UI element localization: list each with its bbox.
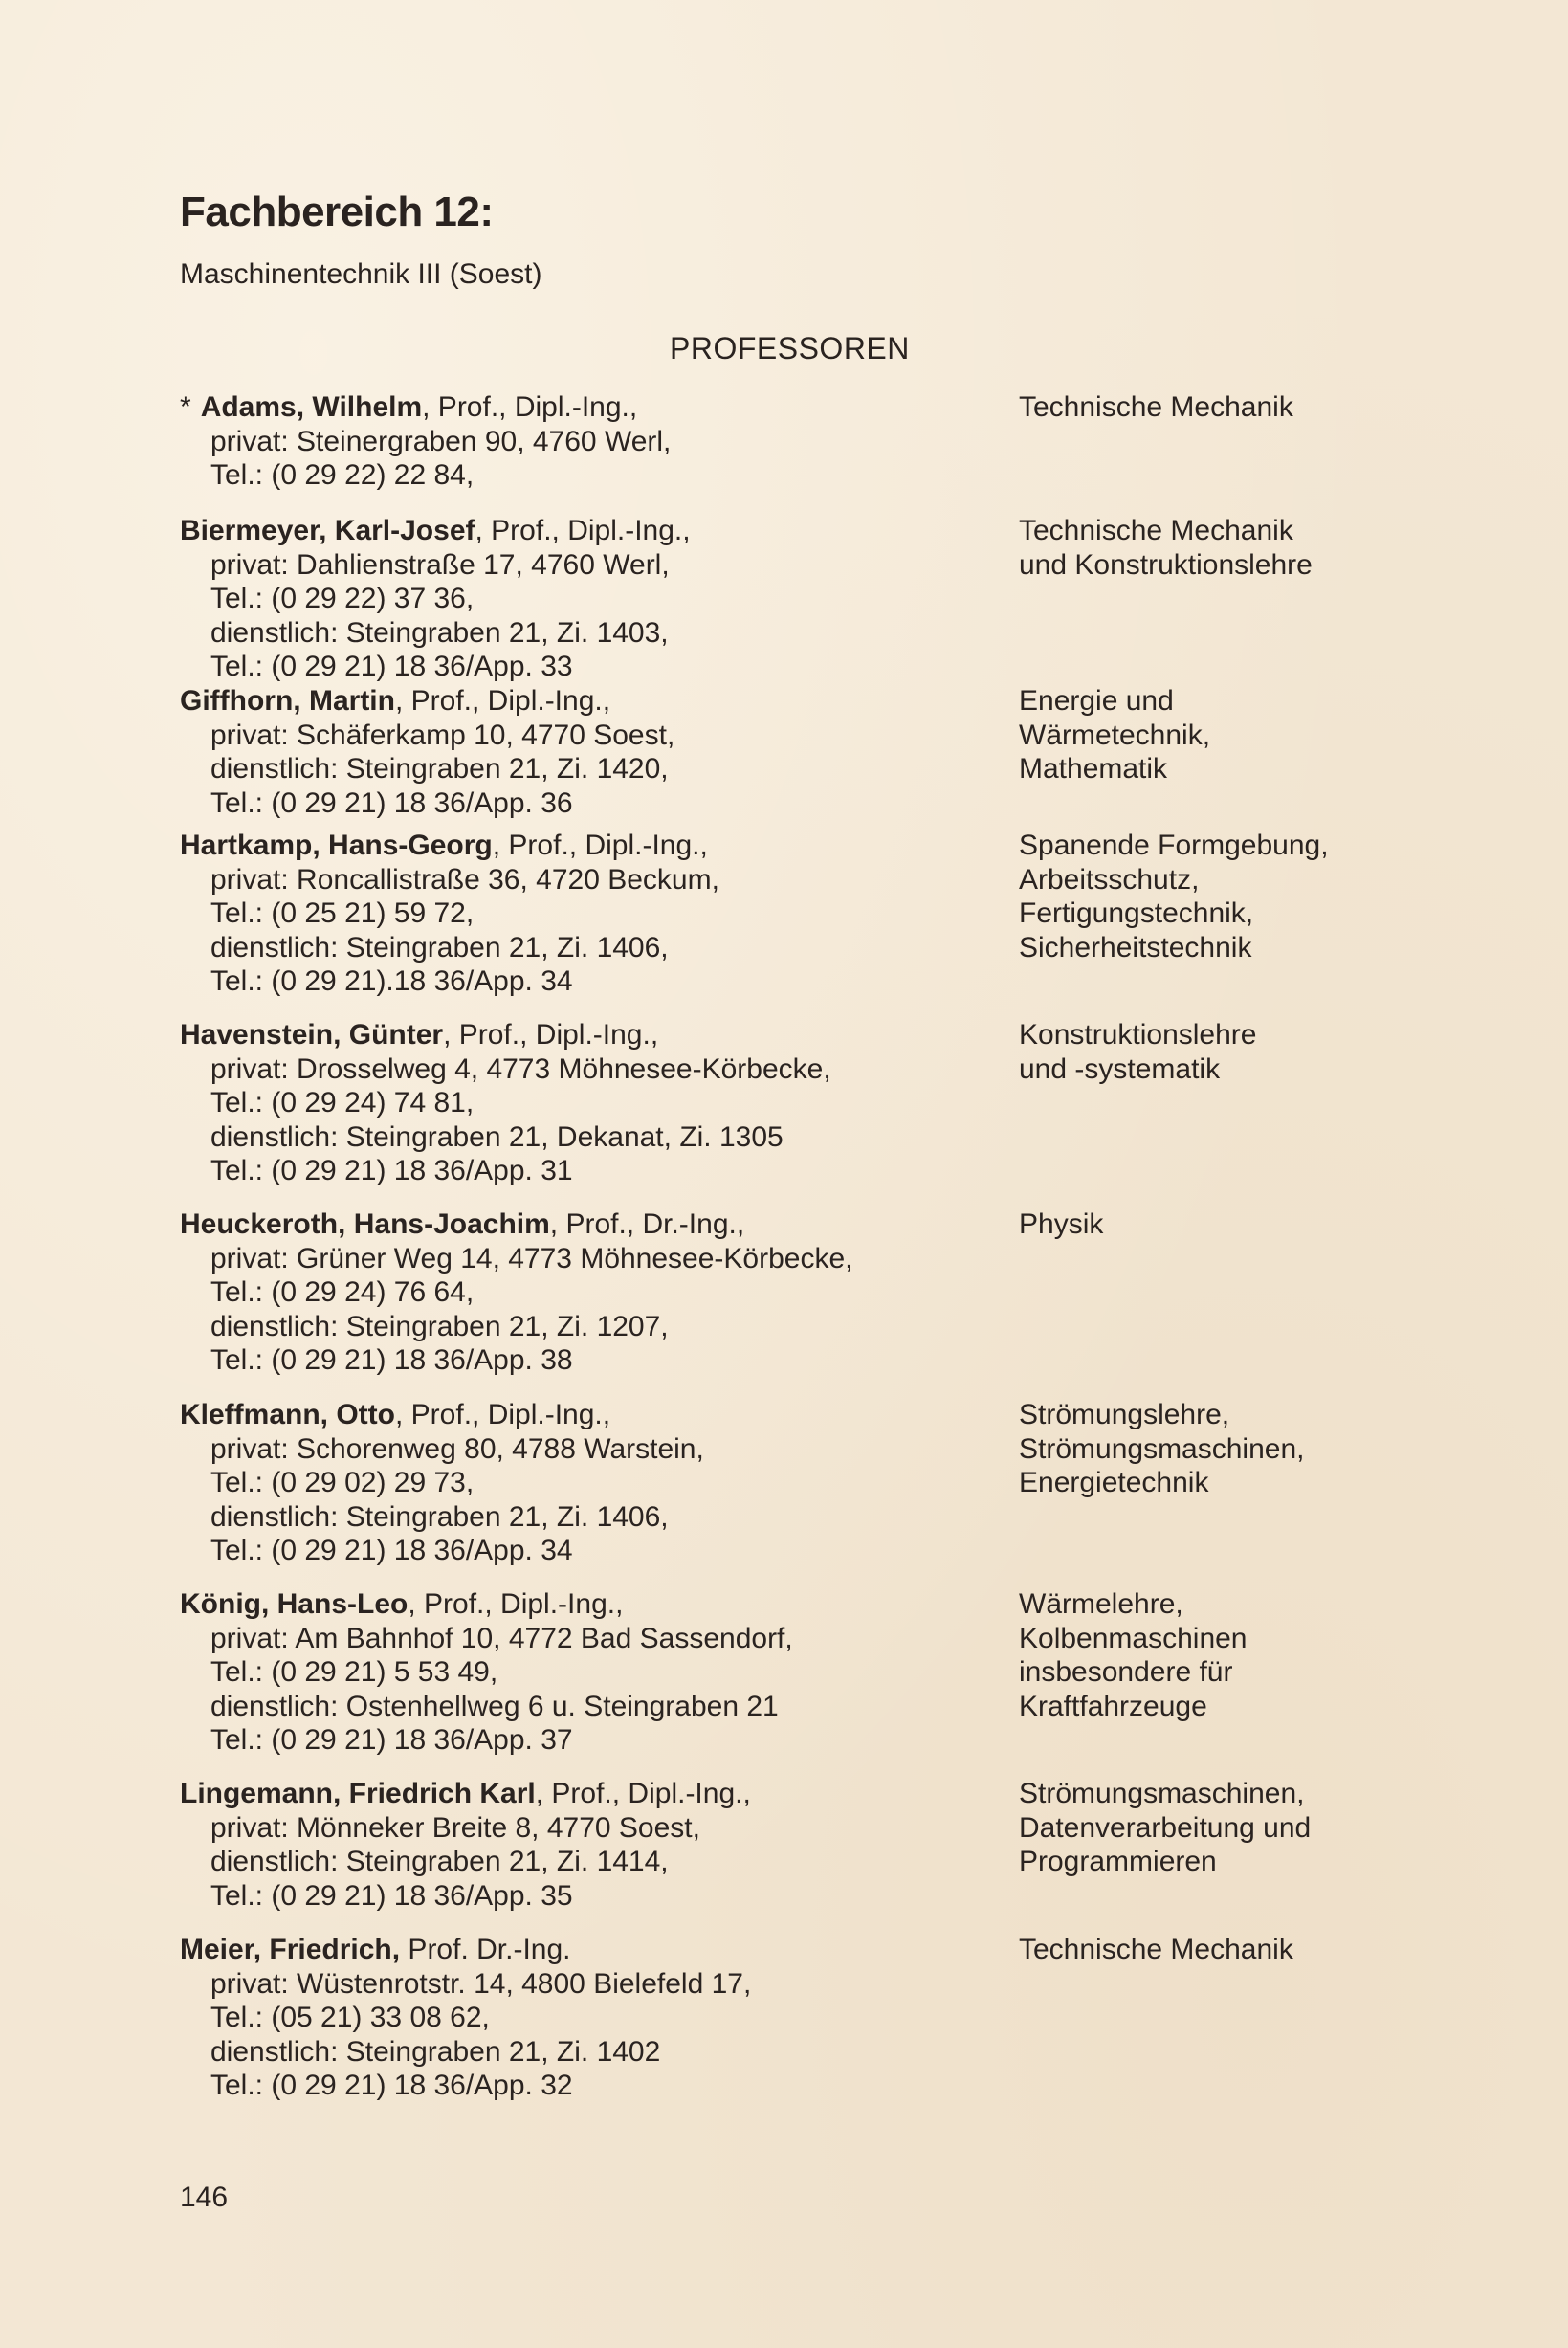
subject-area [1019, 829, 1516, 964]
professor-contact [180, 1587, 1003, 1758]
professor-title: , Prof., Dipl.-Ing., [535, 1778, 751, 1809]
contact-detail-line: Tel.: (0 29 22) 37 36, [210, 583, 475, 614]
contact-detail-line: privat: Mönneker Breite 8, 4770 Soest, [210, 1811, 700, 1844]
professor-contact [180, 684, 1003, 820]
contact-detail-line: privat: Drosselweg 4, 4773 Möhnesee-Körbecke, [210, 1052, 831, 1085]
subject-line: Fertigungstechnik, [1019, 897, 1254, 929]
professor-title: , Prof., Dr.-Ing., [549, 1208, 745, 1240]
footnote-marker: * [180, 391, 191, 423]
professor-name: Lingemann, Friedrich Karl [180, 1778, 536, 1809]
subject-line: und Konstruktionslehre [1019, 548, 1313, 581]
contact-detail-line: privat: Steinergraben 90, 4760 Werl, [210, 425, 672, 457]
contact-detail-line: Tel.: (05 21) 33 08 62, [210, 2002, 490, 2033]
contact-detail-line: privat: Schäferkamp 10, 4770 Soest, [210, 719, 675, 751]
contact-detail-line: dienstlich: Steingraben 21, Zi. 1414, [210, 1846, 669, 1877]
subject-line: Kolbenmaschinen [1019, 1622, 1248, 1654]
contact-detail-line: Tel.: (0 29 21) 18 36/App. 32 [210, 2070, 573, 2101]
contact-detail-line: dienstlich: Steingraben 21, Zi. 1406, [210, 1500, 669, 1533]
contact-detail-line: Tel.: (0 29 21) 18 36/App. 34 [210, 1535, 573, 1566]
contact-detail-line: privat: Grüner Weg 14, 4773 Möhnesee-Körbecke, [210, 1242, 853, 1274]
subject-line: Programmieren [1019, 1846, 1217, 1877]
professor-name: Giffhorn, Martin [180, 685, 395, 717]
contact-detail-line: Tel.: (0 29 21).18 36/App. 34 [210, 965, 573, 997]
subject-area [1019, 1777, 1516, 1879]
page-number: 146 [180, 2182, 229, 2213]
professor-name: Hartkamp, Hans-Georg [180, 830, 493, 861]
professor-title: , Prof., Dipl.-Ing., [422, 391, 638, 423]
professor-name: Heuckeroth, Hans-Joachim [180, 1208, 550, 1240]
subject-line: Kraftfahrzeuge [1019, 1690, 1207, 1722]
professor-title: , Prof., Dipl.-Ing., [443, 1019, 659, 1051]
professor-name-line [180, 1207, 1003, 1242]
contact-detail-line: dienstlich: Steingraben 21, Zi. 1403, [210, 616, 669, 649]
contact-detail-line: Tel.: (0 29 21) 18 36/App. 38 [210, 1344, 573, 1376]
subject-line: Strömungslehre, [1019, 1399, 1230, 1430]
contact-detail-line: Tel.: (0 29 24) 74 81, [210, 1087, 475, 1119]
professor-name: Meier, Friedrich, [180, 1934, 401, 1965]
contact-detail-line: Tel.: (0 29 21) 5 53 49, [210, 1656, 498, 1688]
contact-detail-line: privat: Schorenweg 80, 4788 Warstein, [210, 1432, 704, 1465]
contact-detail-line: Tel.: (0 29 02) 29 73, [210, 1467, 475, 1498]
professor-name-line [180, 1018, 1003, 1052]
professor-name: Biermeyer, Karl-Josef [180, 515, 475, 546]
contact-detail-line: Tel.: (0 29 21) 18 36/App. 36 [210, 786, 573, 819]
subject-area [1019, 1207, 1516, 1242]
subject-line: Technische Mechanik [1019, 1934, 1293, 1965]
contact-detail-line: privat: Wüstenrotstr. 14, 4800 Bielefeld 17, [210, 1967, 752, 2000]
subject-line: Arbeitsschutz, [1019, 863, 1200, 896]
professor-name-line [180, 829, 1003, 863]
professor-contact [180, 1398, 1003, 1568]
professor-name-line [180, 1777, 1003, 1811]
contact-detail-line: Tel.: (0 29 21) 18 36/App. 33 [210, 651, 573, 682]
contact-detail-line: Tel.: (0 29 24) 76 64, [210, 1276, 475, 1308]
contact-detail-line: dienstlich: Steingraben 21, Zi. 1420, [210, 753, 669, 785]
professor-contact [180, 1018, 1003, 1188]
professor-contact [180, 514, 1003, 684]
subject-area [1019, 1018, 1516, 1086]
contact-detail-line: dienstlich: Steingraben 21, Zi. 1406, [210, 931, 669, 964]
subject-line: Technische Mechanik [1019, 515, 1293, 546]
professor-title: , Prof., Dipl.-Ing., [408, 1588, 624, 1620]
professor-name: König, Hans-Leo [180, 1588, 409, 1620]
subject-line: Energie und [1019, 685, 1174, 717]
section-title: PROFESSOREN [670, 331, 910, 365]
contact-detail-line: Tel.: (0 25 21) 59 72, [210, 897, 475, 929]
professor-title: , Prof., Dipl.-Ing., [395, 1399, 611, 1430]
subject-line: Strömungsmaschinen, [1019, 1432, 1305, 1465]
professor-name: Kleffmann, Otto [180, 1399, 395, 1430]
professor-name-line [180, 1398, 1003, 1432]
contact-detail-line: Tel.: (0 29 21) 18 36/App. 35 [210, 1879, 573, 1912]
subject-line: Energietechnik [1019, 1467, 1209, 1498]
contact-detail-line: privat: Dahlienstraße 17, 4760 Werl, [210, 548, 670, 581]
contact-detail-line: Tel.: (0 29 22) 22 84, [210, 459, 475, 491]
professor-name-line [180, 1933, 1003, 1967]
subject-line: Spanende Formgebung, [1019, 830, 1329, 861]
subject-area [1019, 684, 1516, 786]
professor-contact [180, 390, 1003, 493]
contact-detail-line: dienstlich: Ostenhellweg 6 u. Steingraben 21 [210, 1690, 779, 1722]
subject-line: Datenverarbeitung und [1019, 1811, 1312, 1844]
contact-detail-line: dienstlich: Steingraben 21, Zi. 1207, [210, 1310, 669, 1342]
subject-line: Konstruktionslehre [1019, 1019, 1257, 1051]
professor-contact [180, 1933, 1003, 2103]
contact-detail-line: Tel.: (0 29 21) 18 36/App. 37 [210, 1724, 573, 1756]
contact-detail-line: privat: Roncallistraße 36, 4720 Beckum, [210, 863, 719, 896]
contact-detail-line: Tel.: (0 29 21) 18 36/App. 31 [210, 1155, 573, 1186]
page-subheading: Maschinentechnik III (Soest) [180, 258, 542, 290]
professor-name-line [180, 390, 1003, 425]
contact-detail-line: dienstlich: Steingraben 21, Dekanat, Zi. 1305 [210, 1120, 784, 1153]
subject-area [1019, 514, 1516, 582]
professor-title: Prof. Dr.-Ing. [400, 1934, 571, 1965]
page-heading: Fachbereich 12: [180, 188, 494, 235]
subject-line: Technische Mechanik [1019, 391, 1293, 423]
subject-area [1019, 1933, 1516, 1967]
subject-area [1019, 1587, 1516, 1723]
contact-detail-line: dienstlich: Steingraben 21, Zi. 1402 [210, 2035, 661, 2068]
professor-name-line [180, 684, 1003, 719]
contact-detail-line: privat: Am Bahnhof 10, 4772 Bad Sassendorf, [210, 1622, 793, 1654]
professor-contact [180, 829, 1003, 999]
subject-area [1019, 1398, 1516, 1500]
professor-name: Adams, Wilhelm [200, 391, 423, 423]
professor-title: , Prof., Dipl.-Ing., [394, 685, 611, 717]
subject-line: Mathematik [1019, 753, 1168, 785]
subject-line: Wärmelehre, [1019, 1588, 1183, 1620]
professor-title: , Prof., Dipl.-Ing., [492, 830, 708, 861]
professor-name: Havenstein, Günter [180, 1019, 444, 1051]
professor-title: , Prof., Dipl.-Ing., [475, 515, 691, 546]
subject-line: insbesondere für [1019, 1656, 1233, 1688]
subject-line: Physik [1019, 1208, 1104, 1240]
subject-line: Sicherheitstechnik [1019, 931, 1252, 964]
professor-name-line [180, 1587, 1003, 1622]
subject-area [1019, 390, 1516, 425]
subject-line: und -systematik [1019, 1052, 1221, 1085]
subject-line: Strömungsmaschinen, [1019, 1778, 1305, 1809]
professor-name-line [180, 514, 1003, 548]
professor-contact [180, 1777, 1003, 1913]
subject-line: Wärmetechnik, [1019, 719, 1211, 751]
professor-contact [180, 1207, 1003, 1378]
